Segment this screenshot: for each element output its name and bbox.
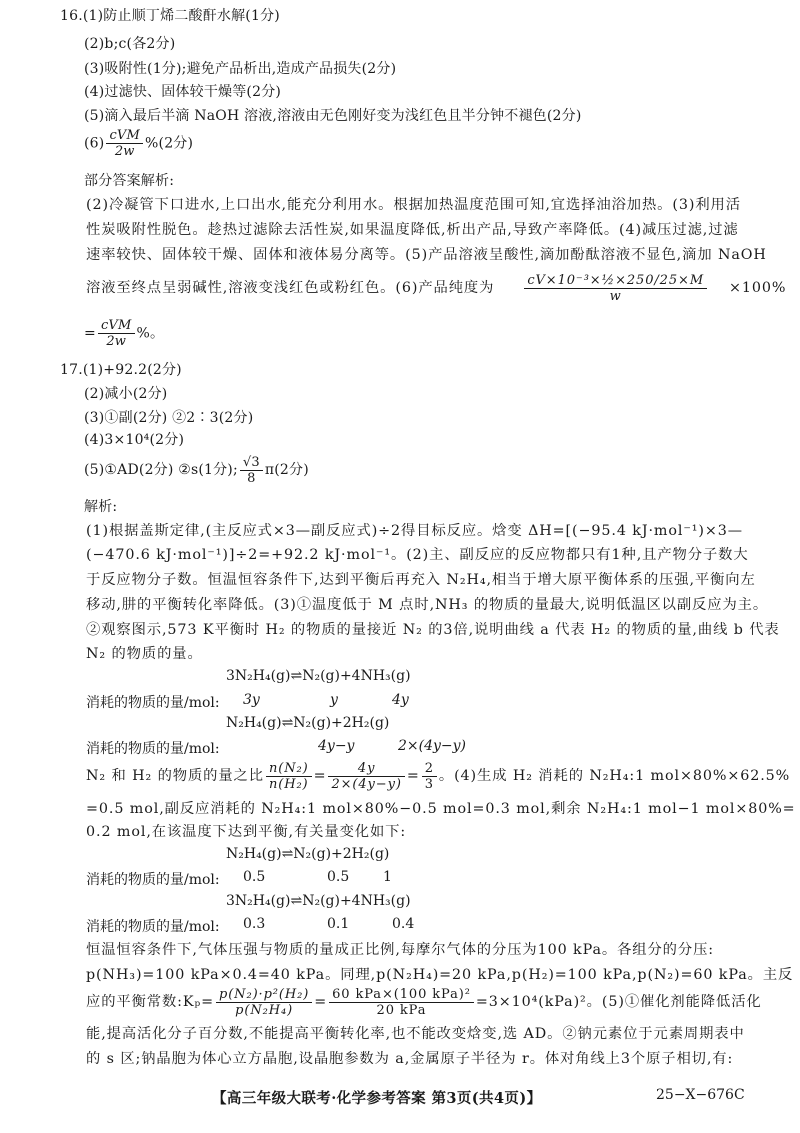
q17-explanation-line-5: ②观察图示,573 K平衡时 H₂ 的物质的量接近 N₂ 的3倍,说明曲线 a 代表 H₂ 的物质的量,曲线 b 代表 xyxy=(86,622,780,638)
fraction-numerator: 4y xyxy=(328,761,404,777)
q17-explanation-line-3: 于反应物分子数。恒温恒容条件下,达到平衡后再充入 N₂H₄,相当于增大原平衡体系的压强,平衡向左 xyxy=(86,572,756,588)
ratio-prefix: N₂ 和 H₂ 的物质的量之比 xyxy=(86,768,264,784)
result-prefix: = xyxy=(84,325,96,342)
ratio-fraction-1 xyxy=(266,761,312,792)
ratio-line xyxy=(86,758,790,794)
equals-sign: = xyxy=(313,768,327,784)
q17-explanation-line-2: (−470.6 kJ·mol⁻¹)]÷2=+92.2 kJ·mol⁻¹。(2)主、副反应的反应物都只有1种,且产物分子数大 xyxy=(86,547,749,563)
q16-answer-6 xyxy=(84,128,193,159)
fraction-numerator: cVM xyxy=(106,128,143,144)
result-suffix: %。 xyxy=(136,325,165,342)
q17-answer-5 xyxy=(84,454,309,486)
kp-prefix: 应的平衡常数:Kₚ= xyxy=(86,994,214,1010)
q16-explanation-line-4 xyxy=(86,271,786,305)
fraction-numerator: 60 kPa×(100 kPa)² xyxy=(329,987,474,1003)
q17-answer-1: 17.(1)+92.2(2分) xyxy=(60,362,182,378)
fraction-denominator: p(N₂H₄) xyxy=(235,1002,294,1018)
row-label: 消耗的物质的量/mol: xyxy=(86,872,220,888)
q16-answer-4: (4)过滤快、固体较干燥等(2分) xyxy=(84,84,282,100)
value-0-5: 0.5 xyxy=(327,869,350,885)
kp-fraction-1 xyxy=(216,987,312,1018)
result-denominator: 2w xyxy=(106,334,127,349)
fraction-numerator: 2 xyxy=(422,761,437,777)
q17-answer-3: (3)①副(2分) ②2∶3(2分) xyxy=(84,410,254,426)
fraction-denominator: 20 kPa xyxy=(376,1002,427,1018)
q16-explanation-line-1: (2)冷凝管下口进水,上口出水,能充分利用水。根据加热温度范围可知,宜选择油浴加热。(3)利用活 xyxy=(86,197,741,213)
kp-suffix: =3×10⁴(kPa)²。(5)①催化剂能降低活化 xyxy=(475,994,762,1010)
equals-sign: = xyxy=(314,994,328,1010)
fraction-denominator: 2×(4y−y) xyxy=(331,776,402,792)
q17-explanation-line-10: p(NH₃)=100 kPa×0.4=40 kPa。同理,p(N₂H₄)=20 kPa,p(H₂)=100 kPa,p(N₂)=60 kPa。主反 xyxy=(86,967,794,983)
value-4y-minus-y: 4y−y xyxy=(318,738,355,754)
row-label: 消耗的物质的量/mol: xyxy=(86,695,220,711)
result-fraction xyxy=(98,318,135,349)
value-4y: 4y xyxy=(392,692,409,708)
value-y: y xyxy=(330,692,338,708)
q17-explanation-line-12: 的 s 区;钠晶胞为体心立方晶胞,设晶胞参数为 a,金属原子半径为 r。体对角线上3个原子相切,有: xyxy=(86,1051,734,1067)
purity-tail: ×100% xyxy=(729,280,787,296)
row-label: 消耗的物质的量/mol: xyxy=(86,741,220,757)
document-code: 25−X−676C xyxy=(656,1087,745,1103)
equals-sign: = xyxy=(406,768,420,784)
fraction-denominator: 2w xyxy=(114,144,135,159)
purity-fraction xyxy=(524,273,707,304)
q17-explanation-line-11: 能,提高活化分子百分数,不能提高平衡转化率,也不能改变焓变,选 AD。②钠元素位于元素周期表中 xyxy=(86,1026,745,1042)
fraction-denominator: 8 xyxy=(247,470,256,486)
equation-3n2h4-decomposition: 3N₂H₄(g)⇌N₂(g)+4NH₃(g) xyxy=(226,668,411,684)
q16-answer-1: 16.(1)防止顺丁烯二酸酐水解(1分) xyxy=(60,8,280,24)
q16-answer-2: (2)b;c(各2分) xyxy=(84,36,176,52)
equation-3n2h4-decomposition: 3N₂H₄(g)⇌N₂(g)+4NH₃(g) xyxy=(226,893,411,909)
fraction-numerator: n(N₂) xyxy=(266,761,312,777)
q16-explanation-label: 部分答案解析: xyxy=(84,173,175,189)
result-numerator: cVM xyxy=(98,318,135,334)
q16-answer-6-prefix: (6) xyxy=(84,135,105,152)
equation-n2h4-decomposition: N₂H₄(g)⇌N₂(g)+2H₂(g) xyxy=(226,846,390,862)
ratio-suffix: 。(4)生成 H₂ 消耗的 N₂H₄:1 mol×80%×62.5% xyxy=(438,768,791,784)
ratio-fraction-3 xyxy=(422,761,437,792)
value-0-4: 0.4 xyxy=(392,916,415,932)
fraction-denominator: n(H₂) xyxy=(268,776,309,792)
q16-explanation-line-5 xyxy=(84,318,164,349)
purity-text: 溶液至终点呈弱碱性,溶液变浅红色或粉红色。(6)产品纯度为 xyxy=(86,280,495,296)
q17-explanation-line-1: (1)根据盖斯定律,(主反应式×3—副反应式)÷2得目标反应。焓变 ΔH=[(−95.4 kJ·mol⁻¹)×3— xyxy=(86,523,743,539)
value-0-5: 0.5 xyxy=(243,869,266,885)
q17-explanation-line-9: 恒温恒容条件下,气体压强与物质的量成正比例,每摩尔气体的分压为100 kPa。各组分的分压: xyxy=(86,942,714,958)
q17-explanation-line-6: N₂ 的物质的量。 xyxy=(86,646,203,662)
equilibrium-constant-line xyxy=(86,984,762,1020)
q17-explanation-line-4: 移动,肼的平衡转化率降低。(3)①温度低于 M 点时,NH₃ 的物质的量最大,说明低温区以副反应为主。 xyxy=(86,597,769,613)
page-footer-title: 【高三年级大联考·化学参考答案 第3页(共4页)】 xyxy=(212,1090,542,1107)
q17-explanation-label: 解析: xyxy=(84,499,118,515)
q16-answer-5: (5)滴入最后半滴 NaOH 溶液,溶液由无色刚好变为浅红色且半分钟不褪色(2分) xyxy=(84,108,582,124)
fraction-denominator: 3 xyxy=(424,776,434,792)
q16-explanation-line-2: 性炭吸附性脱色。趁热过滤除去活性炭,如果温度降低,析出产品,导致产率降低。(4)减压过滤,过滤 xyxy=(86,222,739,238)
value-0-1: 0.1 xyxy=(327,916,350,932)
q17-answer-5-suffix: π(2分) xyxy=(264,462,309,478)
q17-explanation-line-8: 0.2 mol,在该温度下达到平衡,有关量变化如下: xyxy=(86,824,407,840)
equation-n2h4-decomposition: N₂H₄(g)⇌N₂(g)+2H₂(g) xyxy=(226,715,390,731)
q17-explanation-line-7: =0.5 mol,副反应消耗的 N₂H₄:1 mol×80%−0.5 mol=0.3 mol,剩余 N₂H₄:1 mol−1 mol×80%= xyxy=(86,801,796,817)
value-1: 1 xyxy=(383,869,392,885)
purity-denominator: w xyxy=(609,288,622,304)
value-0-3: 0.3 xyxy=(243,916,266,932)
q17-answer-5-fraction xyxy=(240,455,263,486)
q16-explanation-line-3: 速率较快、固体较干燥、固体和液体易分离等。(5)产品溶液呈酸性,滴加酚酞溶液不显色,滴加 NaOH xyxy=(86,247,767,263)
fraction-numerator: p(N₂)·p²(H₂) xyxy=(216,987,312,1003)
purity-numerator: cV×10⁻³×½×250/25×M xyxy=(524,273,707,289)
q17-answer-4: (4)3×10⁴(2分) xyxy=(84,432,185,448)
q16-answer-6-fraction xyxy=(106,128,143,159)
kp-fraction-2 xyxy=(329,987,474,1018)
row-label: 消耗的物质的量/mol: xyxy=(86,919,220,935)
q16-answer-3: (3)吸附性(1分);避免产品析出,造成产品损失(2分) xyxy=(84,61,397,77)
value-2x-4y-minus-y: 2×(4y−y) xyxy=(398,738,467,754)
q16-answer-6-suffix: %(2分) xyxy=(145,135,194,152)
value-3y: 3y xyxy=(243,692,260,708)
ratio-fraction-2 xyxy=(328,761,404,792)
fraction-numerator: √3 xyxy=(240,455,263,471)
q17-answer-2: (2)减小(2分) xyxy=(84,386,168,402)
q17-answer-5-prefix: (5)①AD(2分) ②s(1分); xyxy=(84,462,238,478)
